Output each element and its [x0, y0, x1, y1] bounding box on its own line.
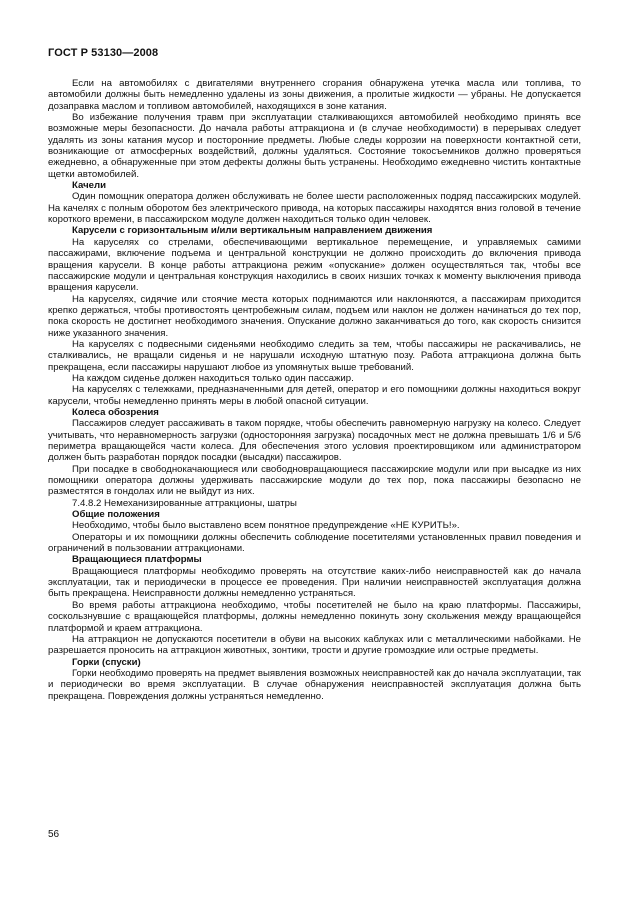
paragraph: Операторы и их помощники должны обеспечить соблюдение посетителями установленных правил поведения и ограничений в пользовании аттракционами.	[48, 531, 581, 555]
paragraph: Во избежание получения травм при эксплуатации сталкивающихся автомобилей необходимо принять все возможные меры безопасности. До начала работы аттракциона и (в случае необходимости) в перерывах следует удалять из зоны катания мусор и посторонние предметы. Любые следы коррозии на поверхности контактной сети, возникающие от атмосферных воздействий, должны удаляться. Состояние токосъемников должно проверяться ежедневно, а обнаруженные при этом дефекты должны быть устранены. Необходимо ежедневно чистить контактные щетки автомобилей.	[48, 112, 581, 180]
paragraph: На аттракцион не допускаются посетители в обуви на высоких каблуках или с металлическими набойками. Не разрешается проносить на аттракцион животных, зонтики, трости и другие громоздкие или острые предметы.	[48, 633, 581, 657]
paragraph: На каруселях со стрелами, обеспечивающими вертикальное перемещение, и управляемых самими пассажирами, включение подъема и центральной конструкции не должно происходить до включения привода вращения карусели. В конце работы аттракциона режим «опускание» должен осуществляться так, чтобы все пассажирские модули и центральная конструкция находились в своих низших точках к моменту выключения привода вращения карусели.	[48, 236, 581, 294]
paragraph: Необходимо, чтобы было выставлено всем понятное предупреждение «НЕ КУРИТЬ!».	[72, 520, 460, 532]
paragraph: Если на автомобилях с двигателями внутреннего сгорания обнаружена утечка масла или топлива, то автомобили должны быть немедленно удалены из зоны движения, а пролитые жидкости — убраны. Не допускается дозаправка маслом и топливом автомобилей, находящихся в зоне катания.	[48, 78, 581, 112]
paragraph: Пассажиров следует рассаживать в таком порядке, чтобы обеспечить равномерную нагрузку на колесо. Следует учитывать, что неравномерность загрузки (односторонняя загрузка) посадочных мест не должна превышать 1/6 и 5/6 периметра вращающейся части колеса. Для обеспечения этого условия проектировщиком или администратором должен быть разработан порядок посадки (высадки) пассажиров.	[48, 418, 581, 464]
paragraph: Во время работы аттракциона необходимо, чтобы посетителей не было на краю платформы. Пассажиры, соскользнувшие с вращающейся платформы, должны немедленно покинуть зону скольжения между вращающейся платформой и краем аттракциона.	[48, 599, 581, 634]
paragraph: На каруселях с тележками, предназначенными для детей, оператор и его помощники должны находиться вокруг карусели, чтобы немедленно принять меры в любой опасной ситуации.	[48, 384, 581, 407]
section-heading: Общие положения	[72, 509, 160, 521]
clause-heading: 7.4.8.2 Немеханизированные аттракционы, шатры	[72, 497, 297, 509]
paragraph: Горки необходимо проверять на предмет выявления возможных неисправностей как до начала эксплуатации, так и периодически во время эксплуатации. В случае обнаружения неисправностей эксплуатация должна быть прекращена. Повреждения должны устраняться немедленно.	[48, 667, 581, 702]
paragraph: При посадке в свободнокачающиеся или свободновращающиеся пассажирские модули или при высадке из них помощники оператора должны удерживать пассажирские модули до тех пор, пока пассажиры безопасно не разместятся в гондолах или не выйдут из них.	[48, 463, 581, 498]
section-heading: Колеса обозрения	[72, 406, 159, 418]
section-heading: Качели	[72, 180, 106, 192]
paragraph: Один помощник оператора должен обслуживать не более шести расположенных подряд пассажирских модулей. На качелях с полным оборотом без электрического привода, на которых пассажиры находятся вниз головой в течение короткого времени, в пассажирском модуле должен находиться только один человек.	[48, 191, 581, 226]
page-number: 56	[48, 829, 60, 840]
paragraph: На каруселях, сидячие или стоячие места которых поднимаются или наклоняются, а пассажирам приходится крепко держаться, чтобы противостоять центробежным силам, подъем или наклон не должен начинаться до тех пор, пока скорость не достигнет необходимого значения. Опускание должно заканчиваться до того, как скорость снизится ниже указанного значения.	[48, 293, 581, 339]
paragraph: На каруселях с подвесными сиденьями необходимо следить за тем, чтобы пассажиры не раскачивались, не сталкивались, не вращали сиденья и не нарушали исходную штатную позу. Работа аттракциона должна быть прекращена, если пассажиры нарушают любое из упомянутых выше требований.	[48, 338, 581, 373]
paragraph: На каждом сиденье должен находиться только один пассажир.	[72, 372, 354, 384]
section-heading: Вращающиеся платформы	[72, 554, 202, 566]
document-body	[48, 78, 581, 702]
section-heading: Горки (спуски)	[72, 656, 141, 668]
section-heading: Карусели с горизонтальным и/или вертикальным направлением движения	[72, 225, 433, 237]
paragraph: Вращающиеся платформы необходимо проверять на отсутствие каких-либо неисправностей как до начала эксплуатации, так и периодически в процессе ее проведения. При наличии неисправностей эксплуатация должна быть прекращена. Неисправности должны немедленно устраняться.	[48, 565, 581, 600]
document-header: ГОСТ Р 53130—2008	[48, 47, 159, 59]
